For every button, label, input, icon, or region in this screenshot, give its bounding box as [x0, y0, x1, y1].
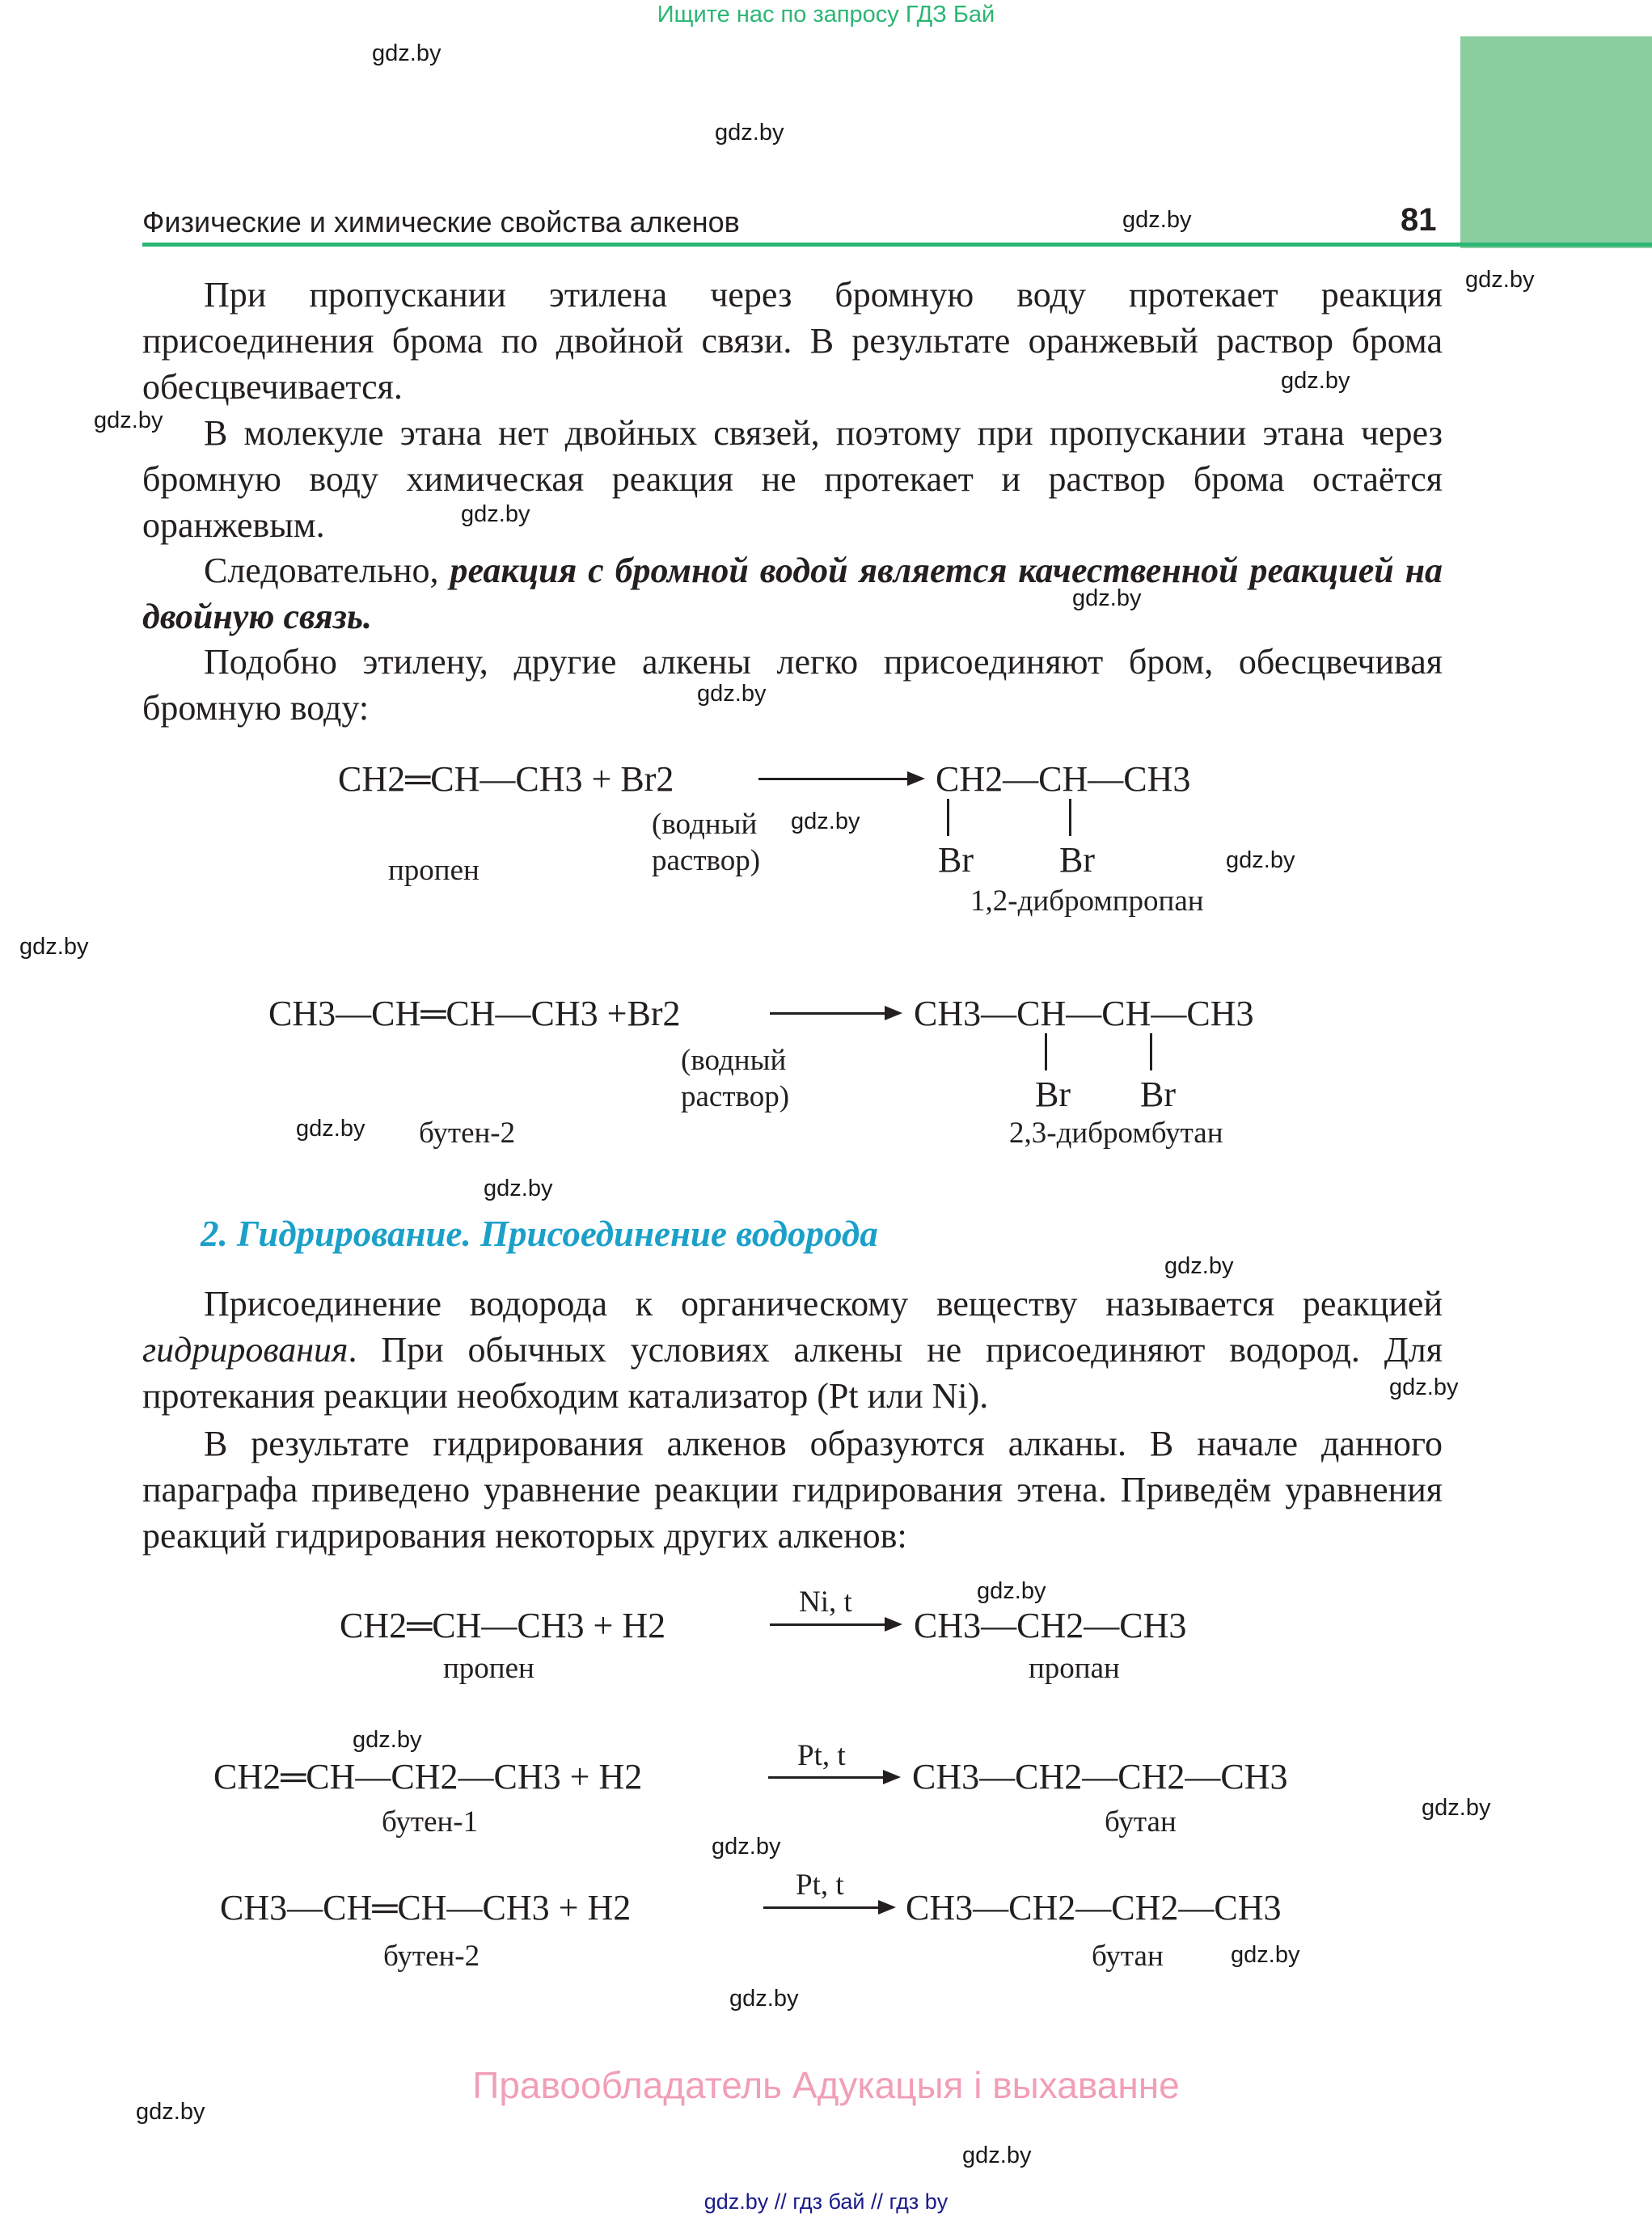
watermark: gdz.by — [1231, 1942, 1300, 1968]
page-number: 81 — [1401, 202, 1437, 238]
watermark: gdz.by — [1389, 1374, 1459, 1400]
paragraph-1: При пропускании этилена через бромную воду протекает реакция присоединения брома по двойной связи. В результате оранжевый раствор брома обесцвечивается. — [142, 275, 1443, 407]
r1-product-name: 1,2-дибромпропан — [970, 885, 1204, 918]
copyright-notice: Правообладатель Адукацыя і выхаванне — [472, 2064, 1180, 2106]
r2-reactant: CH3—CH═CH—CH3 +Br2 — [268, 994, 681, 1033]
watermark: gdz.by — [1072, 585, 1142, 611]
watermark: gdz.by — [977, 1578, 1046, 1604]
r1-reactant-name: пропен — [388, 854, 480, 887]
watermark: gdz.by — [697, 681, 767, 707]
r2-condition-1: (водный — [681, 1044, 787, 1077]
watermark: gdz.by — [94, 407, 163, 433]
r1-bond-2 — [1069, 799, 1071, 836]
r5-product: CH3—CH2—CH2—CH3 — [906, 1888, 1282, 1927]
r1-arrow — [758, 778, 922, 780]
header-rule — [142, 243, 1652, 247]
r4-product: CH3—CH2—CH2—CH3 — [912, 1757, 1288, 1796]
watermark: gdz.by — [712, 1834, 781, 1860]
watermark: gdz.by — [962, 2143, 1032, 2168]
r1-bond-1 — [947, 799, 949, 836]
r1-sub-2: Br — [1059, 840, 1095, 880]
r4-condition: Pt, t — [797, 1739, 846, 1772]
paragraph-4: Подобно этилену, другие алкены легко присоединяют бром, обесцвечивая бромную воду: — [142, 642, 1443, 728]
r2-condition-2: раствор) — [681, 1080, 790, 1113]
r5-arrow — [763, 1906, 893, 1909]
watermark: gdz.by — [1122, 207, 1192, 233]
watermark: gdz.by — [1281, 368, 1350, 394]
watermark: gdz.by — [729, 1986, 799, 2012]
r4-reactant-name: бутен-1 — [382, 1805, 479, 1839]
r4-product-name: бутан — [1105, 1805, 1177, 1839]
watermark: gdz.by — [136, 2099, 205, 2125]
key-statement: реакция с бромной водой является качественной реакцией на двойную связь. — [142, 551, 1443, 636]
watermark: gdz.by — [1226, 847, 1295, 873]
r2-reactant-name: бутен-2 — [419, 1117, 516, 1150]
footer-links[interactable]: gdz.by // гдз бай // гдз by — [703, 2189, 949, 2214]
section-heading: 2. Гидрирование. Присоединение водорода — [201, 1214, 878, 1254]
r2-bond-1 — [1045, 1033, 1047, 1070]
r2-sub-2: Br — [1140, 1075, 1176, 1114]
r5-condition: Pt, t — [796, 1868, 844, 1902]
paragraph-5: Присоединение водорода к органическому веществу называется реакцией гидрирования. При обычных условиях алкены не присоединяют водород. Для протекания реакции необходим катализатор (Pt или Ni). — [142, 1284, 1443, 1416]
r5-reactant: CH3—CH═CH—CH3 + H2 — [220, 1888, 632, 1927]
r1-product: CH2—CH—CH3 — [936, 759, 1191, 799]
watermark: gdz.by — [715, 120, 784, 146]
watermark: gdz.by — [461, 501, 530, 527]
paragraph-6: В результате гидрирования алкенов образуются алканы. В начале данного параграфа приведено уравнение реакции гидрирования этена. Приведём уравнения реакций гидрирования некоторых других алкенов: — [142, 1424, 1443, 1556]
running-header-title: Физические и химические свойства алкенов — [142, 205, 740, 239]
r2-product-name: 2,3-дибромбутан — [1009, 1117, 1223, 1150]
paragraph-3: Следовательно, реакция с бромной водой является качественной реакцией на двойную связь. — [142, 551, 1443, 636]
r3-reactant: CH2═CH—CH3 + H2 — [340, 1606, 666, 1645]
r2-arrow — [770, 1012, 899, 1015]
watermark: gdz.by — [1422, 1795, 1491, 1821]
watermark: gdz.by — [1164, 1253, 1234, 1279]
watermark: gdz.by — [791, 809, 860, 834]
r4-reactant: CH2═CH—CH2—CH3 + H2 — [213, 1757, 643, 1796]
r1-sub-1: Br — [938, 840, 974, 880]
r3-product-name: пропан — [1029, 1652, 1120, 1685]
watermark: gdz.by — [296, 1116, 365, 1142]
r3-reactant-name: пропен — [443, 1652, 534, 1685]
r2-product: CH3—CH—CH—CH3 — [914, 994, 1254, 1033]
r3-arrow — [770, 1623, 899, 1626]
watermark: gdz.by — [353, 1727, 422, 1753]
r1-reactant: CH2═CH—CH3 + Br2 — [338, 759, 674, 799]
chapter-tab — [1460, 36, 1652, 248]
watermark: gdz.by — [484, 1176, 553, 1201]
r5-product-name: бутан — [1092, 1940, 1164, 1973]
r3-condition: Ni, t — [799, 1585, 852, 1619]
watermark: gdz.by — [1465, 267, 1535, 293]
r2-sub-1: Br — [1035, 1075, 1071, 1114]
watermark: gdz.by — [372, 40, 442, 66]
r1-condition-1: (водный — [652, 808, 758, 841]
r4-arrow — [768, 1776, 898, 1779]
r5-reactant-name: бутен-2 — [383, 1940, 480, 1973]
r3-product: CH3—CH2—CH3 — [914, 1606, 1187, 1645]
r2-bond-2 — [1150, 1033, 1152, 1070]
watermark: gdz.by — [19, 934, 89, 960]
r1-condition-2: раствор) — [652, 844, 761, 877]
paragraph-2: В молекуле этана нет двойных связей, поэтому при пропускании этана через бромную воду химическая реакция не протекает и раствор брома остаётся оранжевым. — [142, 413, 1443, 545]
top-banner[interactable]: Ищите нас по запросу ГДЗ Бай — [657, 2, 995, 27]
